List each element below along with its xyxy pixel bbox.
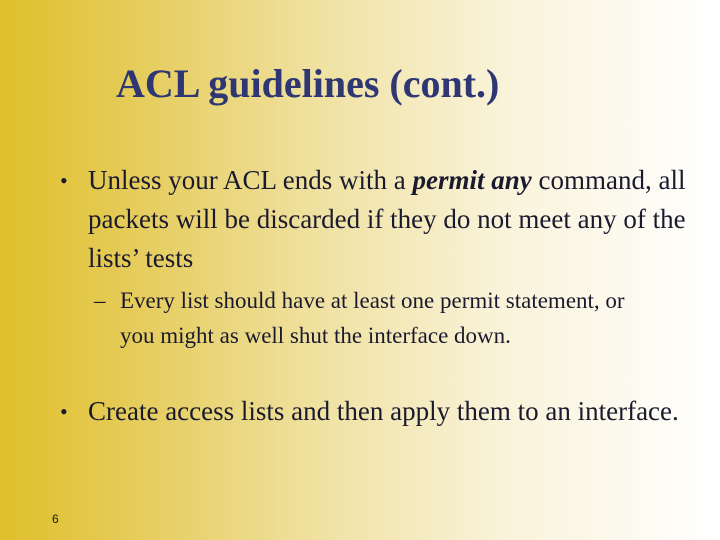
bullet-text-before: Unless your ACL ends with a: [88, 165, 413, 195]
bullet-marker-icon: •: [60, 168, 68, 193]
dash-marker-icon: –: [94, 288, 106, 313]
bullet-text: Create access lists and then apply them to an interface.: [88, 396, 679, 426]
bullet-emphasis: permit any: [412, 165, 532, 195]
sub-bullet-text: Every list should have at least one permit statement, or you might as well shut the interface down.: [120, 288, 625, 348]
bullet-text-after: command, all packets will be discarded if they do not meet any of the lists’ tests: [88, 165, 686, 273]
sub-bullet-item: [94, 283, 640, 353]
bullet-item: [60, 161, 688, 278]
page-number: 6: [52, 512, 59, 526]
bullet-marker-icon: •: [60, 399, 68, 424]
bullet-item: [60, 392, 688, 431]
slide-title: ACL guidelines (cont.): [116, 61, 500, 106]
